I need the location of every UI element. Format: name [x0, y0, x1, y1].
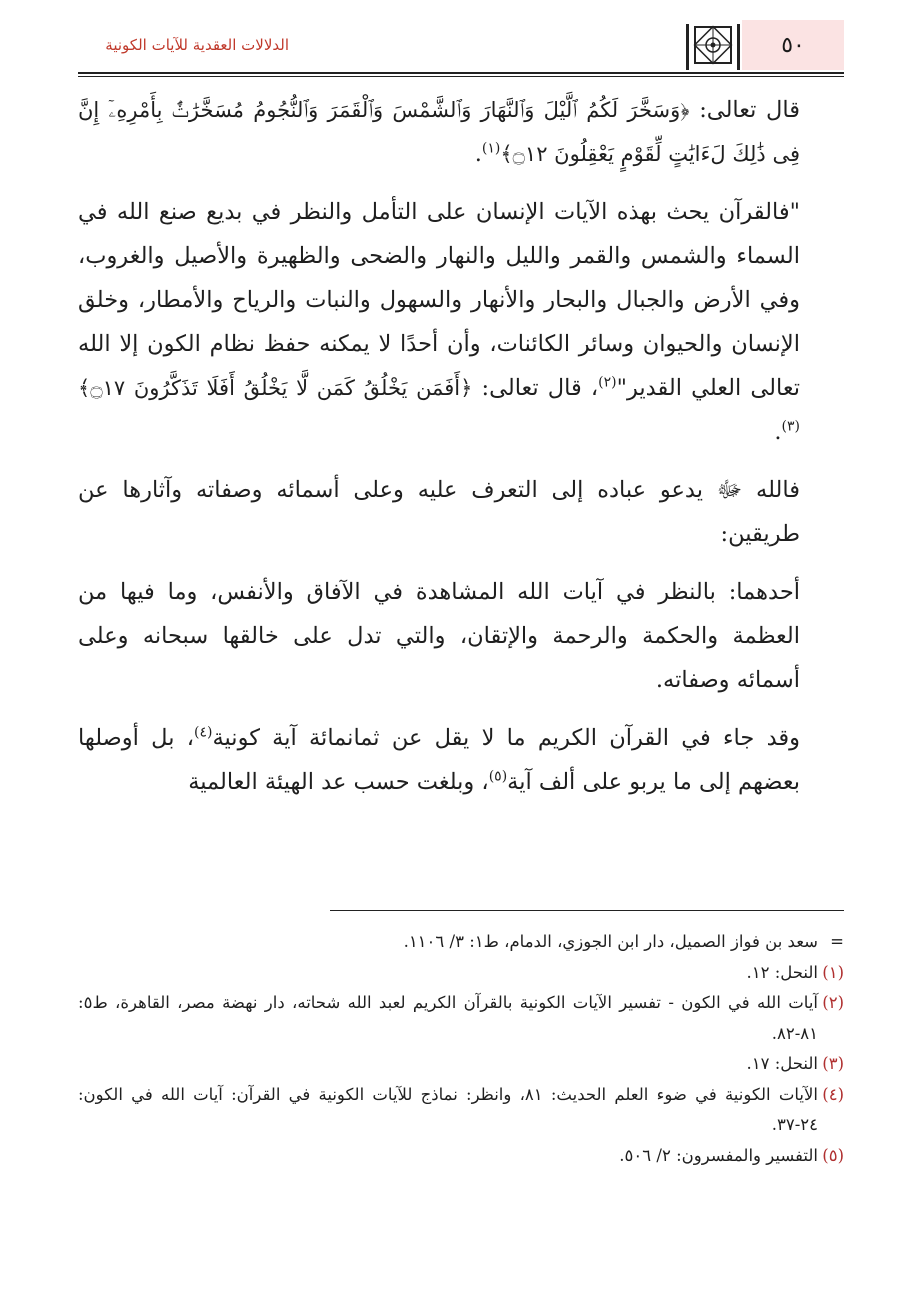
- paragraph-text: ، بل أوصلها بعضهم إلى ما يربو على ألف آية: [78, 725, 800, 795]
- quran-verse: ﴿أَفَمَن يَخْلُقُ كَمَن لَّا يَخْلُقُ أَفَلَا تَذَكَّرُونَ ۝١٧﴾: [78, 376, 473, 400]
- ornament-bar: [737, 24, 740, 70]
- paragraph-5: [78, 716, 844, 804]
- paragraph-text: وقد جاء في القرآن الكريم ما لا يقل عن ثمانمائة آية كونية: [212, 725, 801, 751]
- verse-intro: قال تعالى:: [689, 97, 801, 123]
- footnote-text: آيات الله في الكون - تفسير الآيات الكونية بالقرآن الكريم لعبد الله شحاته، دار نهضة مصر، القاهرة، ط٥: ٨١-٨٢.: [78, 993, 818, 1043]
- footnote-ref: (١): [481, 140, 501, 157]
- footnote-item: [78, 1080, 844, 1141]
- page-number: ٥٠: [742, 20, 844, 70]
- verse-intro: ، قال تعالى:: [472, 375, 599, 401]
- paragraph-1: [78, 88, 844, 176]
- ornament-bar: [686, 24, 689, 70]
- page-header: [0, 18, 921, 76]
- header-rule-thin: [78, 76, 844, 77]
- paragraph-2: [78, 190, 844, 454]
- running-title: الدلالات العقدية للآيات الكونية: [105, 36, 289, 54]
- paragraph-3: فالله ﷻ يدعو عباده إلى التعرف عليه وعلى أسمائه وصفاته وآثارها عن طريقين:: [78, 477, 800, 547]
- paragraph-4: أحدهما: بالنظر في آيات الله المشاهدة في الآفاق والأنفس، وما فيها من العظمة والحكمة والرحمة والإتقان، والتي تدل على خالقها سبحانه وعلى أسمائه وصفاته.: [78, 579, 800, 693]
- footnote-number: (١): [822, 962, 844, 982]
- footnote-item: [78, 927, 844, 958]
- footnote-number: (٢): [822, 993, 844, 1012]
- main-text: [78, 88, 844, 818]
- quote-text: "فالقرآن يحث بهذه الآيات الإنسان على التأمل والنظر في بديع صنع الله في السماء والشمس والقمر والليل والنهار والضحى والظهيرة والأصيل والغروب، وفي الأرض والجبال والبحار والأنهار والسهول والنبات والرياح والأمطار، وخلق الإنسان والحيوان وسائر الكائنات، وأن أحدًا لا يمكنه حفظ نظام الكون إلا الله تعالى العلي القدير": [78, 199, 800, 401]
- paragraph-text: ، وبلغت حسب عد الهيئة العالمية: [188, 769, 489, 795]
- footnote-separator: [330, 910, 844, 911]
- footnote-ref: (٤): [193, 724, 213, 741]
- footnote-text: التفسير والمفسرون: ٢/ ٥٠٦.: [619, 1145, 818, 1165]
- footnote-number: (٣): [822, 1054, 844, 1073]
- footnote-ref: (٣): [781, 418, 800, 435]
- header-rule: [78, 72, 844, 74]
- paragraph-end: .: [774, 419, 782, 445]
- quran-verse: ﴿وَسَخَّرَ لَكُمُ ٱلَّيْلَ وَٱلنَّهَارَ وَٱلشَّمْسَ وَٱلْقَمَرَ وَٱلنُّجُومُ مُسَخَّرَٰتٌۢ بِأَمْرِهِۦٓ إِنَّ فِى ذَٰلِكَ لَءَايَٰتٍ لِّقَوْمٍ يَعْقِلُونَ ۝١٢﴾: [78, 98, 800, 166]
- paragraph-end: .: [474, 141, 482, 167]
- footnote-text: النحل: ١٧.: [746, 1054, 818, 1073]
- footnote-ref: (٥): [488, 768, 508, 785]
- footnote-text: النحل: ١٢.: [746, 962, 818, 982]
- footnote-text: الآيات الكونية في ضوء العلم الحديث: ٨١، وانظر: نماذج للآيات الكونية في القرآن: آيات الله في الكون: ٢٤-٣٧.: [78, 1084, 818, 1134]
- footnote-item: [78, 958, 844, 989]
- footnote-item: [78, 1141, 844, 1172]
- footnote-number: =: [830, 932, 844, 951]
- footnote-item: [78, 988, 844, 1049]
- footnote-text: سعد بن فواز الصميل، دار ابن الجوزي، الدمام، ط١: ٣/ ١١٠٦.: [403, 932, 818, 951]
- ornament-icon-svg: [691, 23, 735, 67]
- ornament-icon: [684, 20, 742, 70]
- footnote-item: [78, 1049, 844, 1080]
- footnote-number: (٤): [822, 1084, 844, 1104]
- footnotes: [78, 927, 844, 1171]
- footnote-ref: (٢): [598, 374, 617, 391]
- footnote-number: (٥): [822, 1145, 844, 1165]
